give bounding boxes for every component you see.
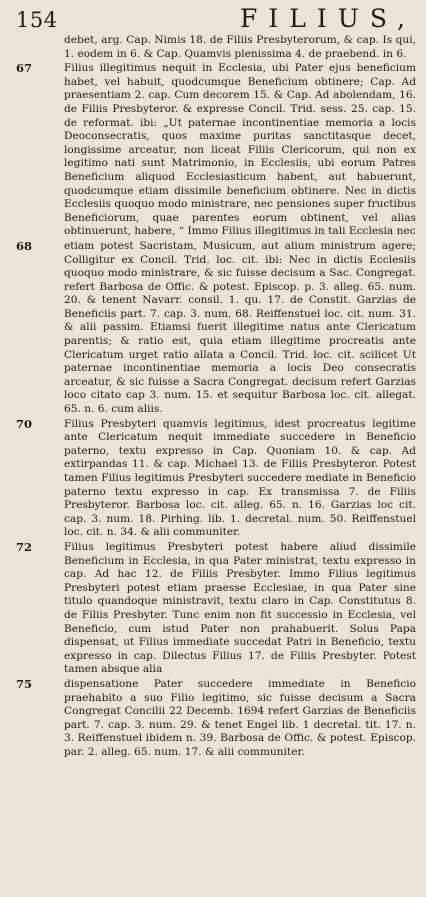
paragraph-text: etiam potest Sacristam, Musicum, aut alium ministrum agere; Colligitur ex Concil. Trid. loc. cit. ibi: Nec in dictis Ecclesiis quoquo modo ministrare, & sic fuisse decisum a Sac. Congregat. refert Barbosa de Offic. & potest. Episcop. p. 3. alleg. 65. num. 20. & tenent Navarr. consil. 1. qu. 17. de Constit. Garzias de Beneficiis part. 7. cap. 3. num. 68. Reiffenstuel loc. cit. num. 31. & alii passim. Etiamsi fuerit illegitime natus ante Clericatum parentis; & ratio est, quia etiam illegitime procreatis ante Clericatum urget ratio allata a Concil. Trid. loc. cit. scilicet Ut paternae incontinentiae memoria a locis Deo consecratis arceatur, & sic fuisse a Sacra Congregat. decisum refert Garzias loco citato cap 3. num. 15. et sequitur Barbosa loc. cit. allegat. 65. n. 6. cum aliis. [64, 239, 416, 416]
paragraph-number: 72 [16, 539, 33, 554]
paragraph-number: 75 [16, 676, 33, 691]
running-head: FILIUS, [240, 4, 416, 33]
paragraph [16, 240, 416, 417]
page-header [16, 4, 416, 34]
paragraph-number: 68 [16, 238, 33, 253]
page-number: 154 [16, 8, 58, 32]
paragraph-number: 70 [16, 416, 33, 431]
paragraph-text: Filius legitimus Presbyteri potest habere aliud dissimile Beneficium in Ecclesia, in qua Pater ministrat, textu expresso in cap. Ad hac 12. de Filiis Presbyter. Immo Filius legitimus Presbyteri potest etiam praesse Ecclesiae, in qua Pater sine titulo quandoque ministravit, textu claro in Cap. Constitutus 8. de Filiis Presbyter. Tunc enim non fit successio in Ecclesia, vel Beneficio, cum istud Pater non prahabuerit. Solus Papa dispensat, ut Filius immediate succedat Patri in Beneficio, textu expresso in cap. Dilectus Filius 17. de Filiis Presbyter. Potest tamen absque alia [64, 540, 416, 676]
paragraph [16, 418, 416, 540]
paragraph [16, 34, 416, 61]
paragraph [16, 541, 416, 677]
paragraph-number: 67 [16, 61, 33, 76]
paragraph-text: dispensatione Pater succedere immediate in Beneficio praehabito a suo Filio legitimo, sic fuisse decisum a Sacra Congregat Concilii 22 Decemb. 1694 refert Garzias de Beneficiis part. 7. cap. 3. num. 29. & tenet Engel lib. 1 decretal. tit. 17. n. 3. Reiffenstuel ibidem n. 39. Barbosa de Offic. & potest. Episcop. par. 2. alleg. 65. num. 17. & alii communiter. [64, 677, 416, 758]
paragraph [16, 62, 416, 239]
paragraph-text: debet, arg. Cap. Nimis 18. de Filiis Presbyterorum, & cap. Is qui, 1. eodem in 6. & Cap. Quamvis plenissima 4. de praebend. in 6. [64, 34, 416, 60]
paragraph [16, 678, 416, 760]
text-body [16, 34, 416, 759]
paragraph-text: Filius Presbyteri quamvis legitimus, idest procreatus legitime ante Clericatum nequit immediate succedere in Beneficio paterno, textu expresso in Cap. Quoniam 10. & cap. Ad extirpandas 11. & cap. Michael 13. de Filiis Presbyteror. Potest tamen Filius legitimus Presbyteri succedere mediate in Beneficio paterno textu expresso in cap. Ex transmissa 7. de Filiis Presbyteror. Barbosa loc. cit. alleg. 65. n. 16. Garzias loc cit. cap. 3. num. 18. Pirhing. lib. 1. decretal. num. 50. Reiffenstuel loc. cit. n. 34. & alii communiter. [64, 417, 416, 539]
paragraph-text: Filius illegitimus nequit in Ecclesia, ubi Pater ejus beneficium habet, vel habuit, quodcumque Beneficium obtinere; Cap. Ad praesentiam 2. cap. Cum decorem 15. & Cap. Ad abolendam, 16. de Filiis Presbyteror. & expresse Concil. Trid. sess. 25. cap. 15. de reformat. ibi: „Ut paternae incontinentiae memoria a locis Deoconsecratis, quos maxime puritas sanctitasque decet, longissime arceatur, non liceat Filiis Clericorum, qui non ex legitimo nati sunt Matrimonio, in Ecclesiis, ubi eorum Patres Beneficium aliquod Ecclesiasticum habent, aut habuerunt, quodcumque etiam dissimile beneficium obtinere. Nec in dictis Ecclesiis quoquo modo ministrare, nec pensiones super fructibus Beneficiorum, quae parentes eorum obtinent, vel alias obtinuerunt, habere, “ Immo Filius illegitimus in tali Ecclesia nec [64, 62, 416, 238]
